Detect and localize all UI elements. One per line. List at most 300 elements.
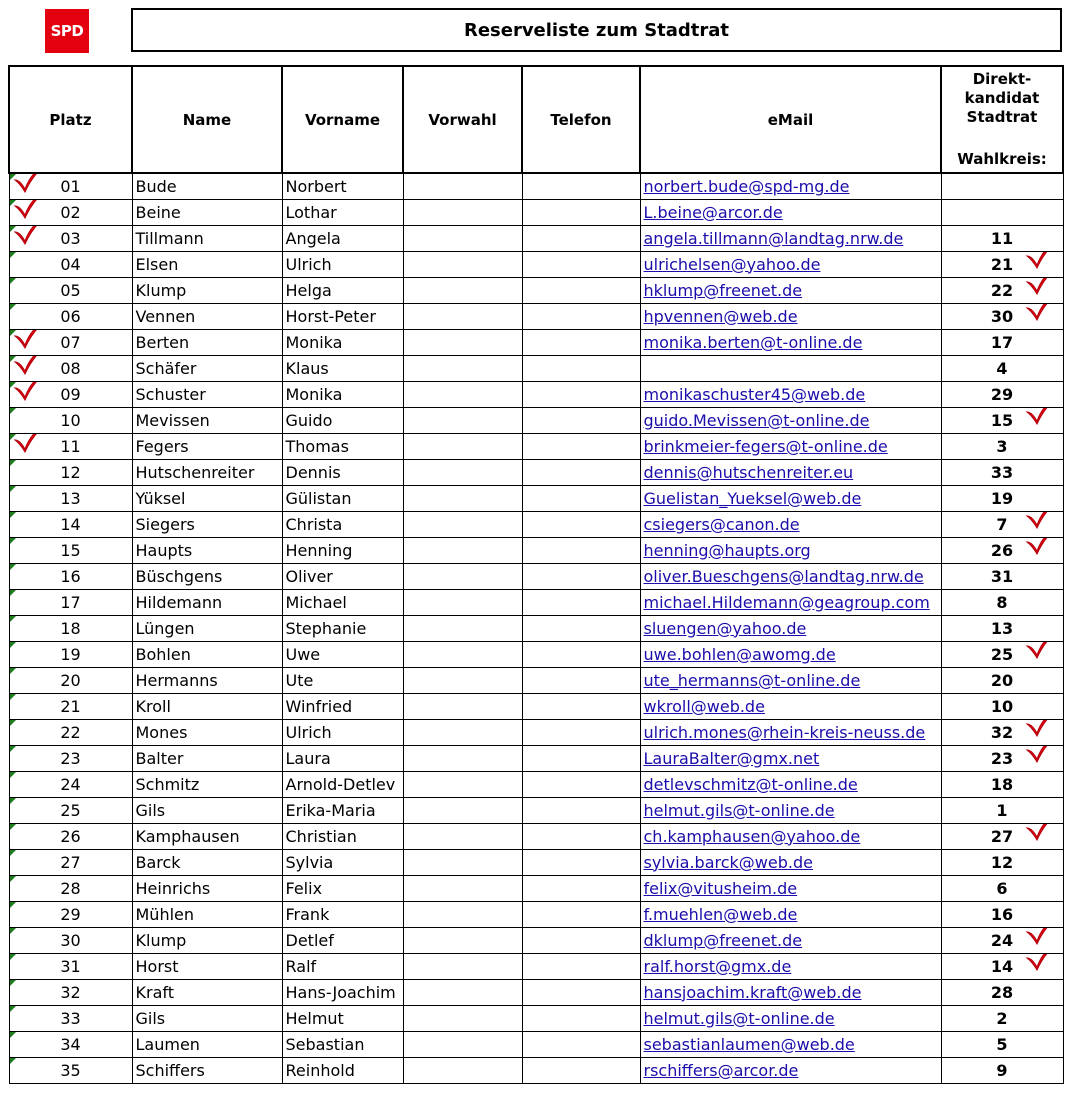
cell-email: [640, 719, 941, 745]
checkmark-icon: [1024, 511, 1058, 530]
cell-wahlkreis: [941, 1031, 1063, 1057]
cell-name: Schiffers: [132, 1057, 282, 1083]
email-link[interactable]: wkroll@web.de: [643, 696, 765, 716]
wahlkreis-value: 32: [990, 722, 1014, 742]
email-link[interactable]: LauraBalter@gmx.net: [643, 748, 820, 768]
cell-platz: [9, 173, 132, 199]
cell-wahlkreis: [941, 537, 1063, 563]
email-link[interactable]: hpvennen@web.de: [643, 306, 798, 326]
checkmark-icon: [1024, 719, 1058, 738]
email-link[interactable]: sylvia.barck@web.de: [643, 852, 813, 872]
checkmark-icon: [12, 433, 46, 454]
cell-comment-marker: [10, 1006, 16, 1012]
cell-vorname: Hans-Joachim: [282, 979, 403, 1005]
email-link[interactable]: oliver.Bueschgens@landtag.nrw.de: [643, 566, 924, 586]
cell-vorwahl: [403, 1005, 522, 1031]
cell-platz: [9, 979, 132, 1005]
checkmark-icon: [1024, 303, 1058, 322]
header-platz: Platz: [9, 66, 132, 173]
platz-value: 06: [60, 306, 81, 326]
cell-platz: [9, 563, 132, 589]
table-row: [9, 641, 1063, 667]
cell-vorwahl: [403, 381, 522, 407]
platz-value: 28: [60, 878, 81, 898]
wahlkreis-value: 19: [990, 488, 1014, 508]
cell-telefon: [522, 745, 640, 771]
wahlkreis-value: 11: [990, 228, 1014, 248]
cell-vorwahl: [403, 797, 522, 823]
email-link[interactable]: detlevschmitz@t-online.de: [643, 774, 858, 794]
cell-platz: [9, 407, 132, 433]
cell-telefon: [522, 1031, 640, 1057]
wahlkreis-value: 13: [990, 618, 1014, 638]
cell-vorname: Reinhold: [282, 1057, 403, 1083]
cell-vorwahl: [403, 875, 522, 901]
cell-email: [640, 537, 941, 563]
cell-vorwahl: [403, 589, 522, 615]
cell-platz: [9, 1057, 132, 1083]
cell-vorname: Helga: [282, 277, 403, 303]
cell-comment-marker: [10, 1032, 16, 1038]
spd-logo-text: SPD: [50, 22, 84, 40]
cell-comment-marker: [10, 798, 16, 804]
table-row: [9, 173, 1063, 199]
cell-comment-marker: [10, 512, 16, 518]
cell-name: Hutschenreiter: [132, 459, 282, 485]
cell-wahlkreis: [941, 329, 1063, 355]
cell-telefon: [522, 199, 640, 225]
header-direkt-line1: Direkt-: [972, 70, 1032, 88]
wahlkreis-value: 33: [990, 462, 1014, 482]
cell-name: Mevissen: [132, 407, 282, 433]
email-link[interactable]: angela.tillmann@landtag.nrw.de: [643, 228, 904, 248]
cell-email: [640, 589, 941, 615]
email-link[interactable]: monikaschuster45@web.de: [643, 384, 866, 404]
cell-vorwahl: [403, 199, 522, 225]
cell-vorname: Angela: [282, 225, 403, 251]
cell-wahlkreis: [941, 979, 1063, 1005]
platz-value: 27: [60, 852, 81, 872]
cell-name: Klump: [132, 927, 282, 953]
cell-vorwahl: [403, 1031, 522, 1057]
table-row: [9, 433, 1063, 459]
cell-name: Lüngen: [132, 615, 282, 641]
cell-comment-marker: [10, 590, 16, 596]
table-row: [9, 615, 1063, 641]
email-link[interactable]: brinkmeier-fegers@t-online.de: [643, 436, 888, 456]
cell-vorname: Ute: [282, 667, 403, 693]
cell-name: Schmitz: [132, 771, 282, 797]
wahlkreis-value: 24: [990, 930, 1014, 950]
platz-value: 08: [60, 358, 81, 378]
platz-value: 21: [60, 696, 81, 716]
cell-name: Hildemann: [132, 589, 282, 615]
cell-vorname: Oliver: [282, 563, 403, 589]
email-link[interactable]: ch.kamphausen@yahoo.de: [643, 826, 861, 846]
cell-wahlkreis: [941, 459, 1063, 485]
table-row: [9, 1057, 1063, 1083]
email-link[interactable]: uwe.bohlen@awomg.de: [643, 644, 836, 664]
cell-name: Vennen: [132, 303, 282, 329]
cell-name: Barck: [132, 849, 282, 875]
cell-telefon: [522, 537, 640, 563]
cell-vorname: Ulrich: [282, 251, 403, 277]
cell-platz: [9, 719, 132, 745]
cell-name: Kamphausen: [132, 823, 282, 849]
email-link[interactable]: ute_hermanns@t-online.de: [643, 670, 861, 690]
email-link[interactable]: monika.berten@t-online.de: [643, 332, 863, 352]
email-link[interactable]: hklump@freenet.de: [643, 280, 803, 300]
table-row: [9, 875, 1063, 901]
cell-vorname: Henning: [282, 537, 403, 563]
platz-value: 18: [60, 618, 81, 638]
cell-vorname: Arnold-Detlev: [282, 771, 403, 797]
table-row: [9, 667, 1063, 693]
wahlkreis-value: 9: [996, 1060, 1008, 1080]
header-vorwahl: Vorwahl: [403, 66, 522, 173]
wahlkreis-value: 25: [990, 644, 1014, 664]
cell-email: [640, 745, 941, 771]
cell-vorname: Detlef: [282, 927, 403, 953]
email-link[interactable]: sebastianlaumen@web.de: [643, 1034, 855, 1054]
cell-vorwahl: [403, 433, 522, 459]
cell-email: [640, 251, 941, 277]
cell-email: [640, 823, 941, 849]
cell-platz: [9, 1005, 132, 1031]
cell-platz: [9, 303, 132, 329]
cell-vorname: Winfried: [282, 693, 403, 719]
cell-comment-marker: [10, 564, 16, 570]
cell-email: [640, 953, 941, 979]
cell-name: Elsen: [132, 251, 282, 277]
cell-platz: [9, 667, 132, 693]
cell-name: Fegers: [132, 433, 282, 459]
cell-wahlkreis: [941, 407, 1063, 433]
wahlkreis-value: 17: [990, 332, 1014, 352]
cell-vorname: Erika-Maria: [282, 797, 403, 823]
cell-vorwahl: [403, 563, 522, 589]
wahlkreis-value: 28: [990, 982, 1014, 1002]
cell-email: [640, 173, 941, 199]
cell-comment-marker: [10, 486, 16, 492]
cell-name: Mühlen: [132, 901, 282, 927]
email-link[interactable]: henning@haupts.org: [643, 540, 811, 560]
email-link[interactable]: ralf.horst@gmx.de: [643, 956, 792, 976]
checkmark-icon: [12, 173, 46, 194]
cell-email: [640, 329, 941, 355]
platz-value: 23: [60, 748, 81, 768]
cell-name: Tillmann: [132, 225, 282, 251]
cell-vorname: Michael: [282, 589, 403, 615]
cell-platz: [9, 433, 132, 459]
table-row: [9, 485, 1063, 511]
cell-name: Kroll: [132, 693, 282, 719]
cell-telefon: [522, 511, 640, 537]
cell-vorname: Horst-Peter: [282, 303, 403, 329]
cell-comment-marker: [10, 772, 16, 778]
email-link[interactable]: rschiffers@arcor.de: [643, 1060, 799, 1080]
wahlkreis-value: 12: [990, 852, 1014, 872]
cell-comment-marker: [10, 876, 16, 882]
cell-vorwahl: [403, 485, 522, 511]
cell-comment-marker: [10, 642, 16, 648]
table-row: [9, 1031, 1063, 1057]
cell-name: Kraft: [132, 979, 282, 1005]
cell-vorwahl: [403, 849, 522, 875]
email-link[interactable]: ulrich.mones@rhein-kreis-neuss.de: [643, 722, 926, 742]
email-link[interactable]: guido.Mevissen@t-online.de: [643, 410, 870, 430]
cell-telefon: [522, 225, 640, 251]
cell-platz: [9, 251, 132, 277]
email-link[interactable]: dennis@hutschenreiter.eu: [643, 462, 854, 482]
cell-vorwahl: [403, 251, 522, 277]
cell-telefon: [522, 381, 640, 407]
cell-name: Haupts: [132, 537, 282, 563]
header-email: eMail: [640, 66, 941, 173]
cell-platz: [9, 1031, 132, 1057]
wahlkreis-value: 27: [990, 826, 1014, 846]
checkmark-icon: [1024, 927, 1058, 946]
cell-wahlkreis: [941, 173, 1063, 199]
cell-vorname: Sebastian: [282, 1031, 403, 1057]
email-link[interactable]: norbert.bude@spd-mg.de: [643, 176, 850, 196]
cell-comment-marker: [10, 694, 16, 700]
platz-value: 19: [60, 644, 81, 664]
header-direkt-line3: Stadtrat: [966, 108, 1038, 126]
table-row: [9, 589, 1063, 615]
cell-name: Bohlen: [132, 641, 282, 667]
table-row: [9, 511, 1063, 537]
email-link[interactable]: ulrichelsen@yahoo.de: [643, 254, 821, 274]
cell-name: Balter: [132, 745, 282, 771]
cell-wahlkreis: [941, 251, 1063, 277]
platz-value: 33: [60, 1008, 81, 1028]
cell-name: Klump: [132, 277, 282, 303]
cell-telefon: [522, 719, 640, 745]
cell-platz: [9, 745, 132, 771]
cell-vorname: Uwe: [282, 641, 403, 667]
cell-email: [640, 641, 941, 667]
email-link[interactable]: csiegers@canon.de: [643, 514, 800, 534]
table-body: [9, 173, 1063, 1083]
platz-value: 05: [60, 280, 81, 300]
platz-value: 13: [60, 488, 81, 508]
cell-email: [640, 407, 941, 433]
table-row: [9, 355, 1063, 381]
table-row: [9, 979, 1063, 1005]
table-row: [9, 901, 1063, 927]
cell-telefon: [522, 563, 640, 589]
email-link[interactable]: helmut.gils@t-online.de: [643, 800, 835, 820]
cell-vorname: Ralf: [282, 953, 403, 979]
cell-telefon: [522, 173, 640, 199]
cell-telefon: [522, 979, 640, 1005]
cell-comment-marker: [10, 668, 16, 674]
platz-value: 24: [60, 774, 81, 794]
cell-wahlkreis: [941, 823, 1063, 849]
cell-vorwahl: [403, 1057, 522, 1083]
email-link[interactable]: dklump@freenet.de: [643, 930, 803, 950]
cell-wahlkreis: [941, 901, 1063, 927]
cell-telefon: [522, 251, 640, 277]
cell-telefon: [522, 901, 640, 927]
cell-platz: [9, 277, 132, 303]
header-wahlkreis: Wahlkreis:: [957, 150, 1047, 168]
cell-vorname: Gülistan: [282, 485, 403, 511]
cell-comment-marker: [10, 902, 16, 908]
cell-email: [640, 381, 941, 407]
cell-telefon: [522, 485, 640, 511]
cell-email: [640, 485, 941, 511]
cell-telefon: [522, 875, 640, 901]
email-link[interactable]: Guelistan_Yueksel@web.de: [643, 488, 862, 508]
cell-vorwahl: [403, 303, 522, 329]
header-direkt-line2: kandidat: [964, 89, 1040, 107]
cell-wahlkreis: [941, 719, 1063, 745]
cell-vorname: Guido: [282, 407, 403, 433]
cell-comment-marker: [10, 954, 16, 960]
platz-value: 15: [60, 540, 81, 560]
cell-email: [640, 615, 941, 641]
table-row: [9, 329, 1063, 355]
cell-vorwahl: [403, 667, 522, 693]
table-row: [9, 199, 1063, 225]
cell-email: [640, 511, 941, 537]
wahlkreis-value: 29: [990, 384, 1014, 404]
table-row: [9, 537, 1063, 563]
cell-email: [640, 771, 941, 797]
cell-telefon: [522, 953, 640, 979]
cell-wahlkreis: [941, 797, 1063, 823]
platz-value: 17: [60, 592, 81, 612]
table-row: [9, 407, 1063, 433]
checkmark-icon: [12, 225, 46, 246]
platz-value: 26: [60, 826, 81, 846]
platz-value: 07: [60, 332, 81, 352]
email-link[interactable]: hansjoachim.kraft@web.de: [643, 982, 862, 1002]
cell-wahlkreis: [941, 875, 1063, 901]
cell-vorwahl: [403, 459, 522, 485]
platz-value: 03: [60, 228, 81, 248]
cell-telefon: [522, 329, 640, 355]
wahlkreis-value: 26: [990, 540, 1014, 560]
cell-telefon: [522, 407, 640, 433]
platz-value: 10: [60, 410, 81, 430]
wahlkreis-value: 4: [996, 358, 1008, 378]
wahlkreis-value: 2: [996, 1008, 1008, 1028]
cell-wahlkreis: [941, 355, 1063, 381]
cell-email: [640, 1005, 941, 1031]
cell-wahlkreis: [941, 199, 1063, 225]
cell-wahlkreis: [941, 641, 1063, 667]
email-link[interactable]: sluengen@yahoo.de: [643, 618, 807, 638]
checkmark-icon: [12, 329, 46, 350]
cell-platz: [9, 849, 132, 875]
wahlkreis-value: 16: [990, 904, 1014, 924]
cell-vorname: Sylvia: [282, 849, 403, 875]
cell-vorname: Christian: [282, 823, 403, 849]
cell-email: [640, 303, 941, 329]
cell-wahlkreis: [941, 693, 1063, 719]
cell-platz: [9, 459, 132, 485]
email-link[interactable]: michael.Hildemann@geagroup.com: [643, 592, 930, 612]
table-row: [9, 927, 1063, 953]
email-link[interactable]: helmut.gils@t-online.de: [643, 1008, 835, 1028]
cell-telefon: [522, 771, 640, 797]
platz-value: 35: [60, 1060, 81, 1080]
cell-name: Schäfer: [132, 355, 282, 381]
wahlkreis-value: 30: [990, 306, 1014, 326]
checkmark-icon: [1024, 641, 1058, 660]
cell-comment-marker: [10, 850, 16, 856]
cell-wahlkreis: [941, 225, 1063, 251]
cell-name: Siegers: [132, 511, 282, 537]
wahlkreis-value: 14: [990, 956, 1014, 976]
cell-comment-marker: [10, 746, 16, 752]
email-link[interactable]: f.muehlen@web.de: [643, 904, 798, 924]
wahlkreis-value: 6: [996, 878, 1008, 898]
email-link[interactable]: L.beine@arcor.de: [643, 202, 783, 222]
cell-vorwahl: [403, 953, 522, 979]
cell-wahlkreis: [941, 849, 1063, 875]
header-vorname: Vorname: [282, 66, 403, 173]
platz-value: 34: [60, 1034, 81, 1054]
wahlkreis-value: 3: [996, 436, 1008, 456]
platz-value: 16: [60, 566, 81, 586]
wahlkreis-value: 15: [990, 410, 1014, 430]
table-row: [9, 797, 1063, 823]
cell-vorname: Monika: [282, 329, 403, 355]
table-row: [9, 719, 1063, 745]
cell-email: [640, 797, 941, 823]
platz-value: 11: [60, 436, 81, 456]
table-row: [9, 849, 1063, 875]
cell-comment-marker: [10, 1058, 16, 1064]
cell-wahlkreis: [941, 1005, 1063, 1031]
cell-name: Hermanns: [132, 667, 282, 693]
checkmark-icon: [1024, 823, 1058, 842]
cell-telefon: [522, 641, 640, 667]
cell-vorname: Stephanie: [282, 615, 403, 641]
email-link[interactable]: felix@vitusheim.de: [643, 878, 798, 898]
cell-platz: [9, 537, 132, 563]
cell-name: Schuster: [132, 381, 282, 407]
cell-vorwahl: [403, 641, 522, 667]
header-direktkandidat: [941, 66, 1063, 173]
cell-vorname: Ulrich: [282, 719, 403, 745]
page-title: Reserveliste zum Stadtrat: [131, 8, 1062, 52]
cell-wahlkreis: [941, 745, 1063, 771]
cell-platz: [9, 615, 132, 641]
checkmark-icon: [12, 381, 46, 402]
checkmark-icon: [1024, 277, 1058, 296]
cell-email: [640, 225, 941, 251]
table-row: [9, 745, 1063, 771]
candidate-table: [8, 65, 1064, 1084]
cell-platz: [9, 355, 132, 381]
wahlkreis-value: 18: [990, 774, 1014, 794]
cell-telefon: [522, 433, 640, 459]
cell-email: [640, 563, 941, 589]
cell-platz: [9, 771, 132, 797]
spd-logo: [45, 9, 89, 53]
cell-platz: [9, 589, 132, 615]
cell-telefon: [522, 823, 640, 849]
platz-value: 01: [60, 176, 81, 196]
cell-name: Bude: [132, 173, 282, 199]
cell-telefon: [522, 667, 640, 693]
cell-wahlkreis: [941, 589, 1063, 615]
